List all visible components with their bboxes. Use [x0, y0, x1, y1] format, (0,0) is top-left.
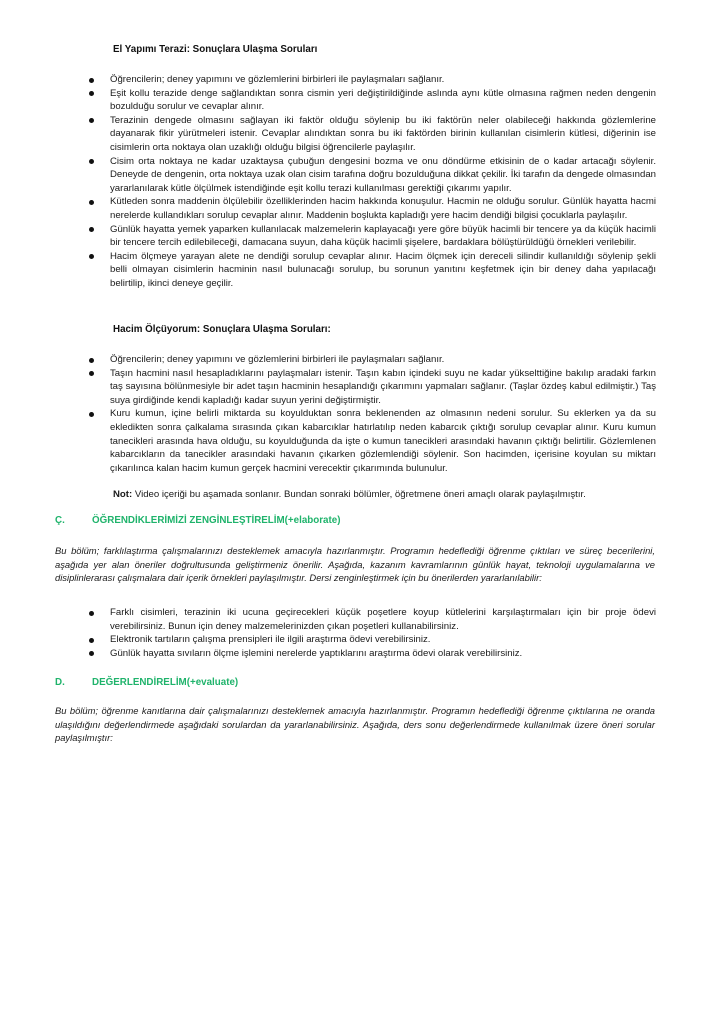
- list-item: Hacim ölçmeye yarayan alete ne dendiği sorulup cevaplar alınır. Hacim ölçmek için dereceli silindir kullanıldığı söylenip şekli belli olmayan cisimlerin hacminin nasıl bulunacağı sorulup, bu sorunun yanıtını keşfetmek için bir deney daha yapılacağı belirtilip, ikinci deneye geçilir.: [89, 250, 656, 291]
- section-heading-elaborate: [55, 514, 340, 528]
- bullet-icon: [89, 200, 94, 205]
- list-item: Kütleden sonra maddenin ölçülebilir özelliklerinden hacim hakkında konuşulur. Hacmin ne olduğu sorulur. Günlük hayatta hacmi nerelerde kullandıkları sorulup cevaplar alınır. Maddenin boşlukta kapladığı yere hacim dendiği bilgisi çocuklarla paylaşılır.: [89, 195, 656, 222]
- bullet-icon: [89, 78, 94, 83]
- list-item: Öğrencilerin; deney yapımını ve gözlemlerini birbirleri ile paylaşmaları sağlanır.: [89, 353, 656, 367]
- bullet-icon: [89, 638, 94, 643]
- bullet-icon: [89, 118, 94, 123]
- list-item: Terazinin dengede olmasını sağlayan iki faktör olduğu söylenip bu iki faktörün neler olabileceği hakkında gözlemlerine dayanarak fikir yürütmeleri istenir. Cevaplar alındıktan sonra bu iki faktörden birinin kullanılan cisimlerin kütlesi, diğerinin ise cisimlerin orta noktaya olan uzaklığı olduğu bilgisi öğrencilerle paylaşılır.: [89, 114, 656, 155]
- bullet-icon: [89, 651, 94, 656]
- list-item: Elektronik tartıların çalışma prensipleri ile ilgili araştırma ödevi verebilirsiniz.: [89, 633, 656, 647]
- section-letter: Ç.: [55, 515, 65, 526]
- section-heading-evaluate: [55, 676, 238, 690]
- section-letter: D.: [55, 677, 65, 688]
- bullet-icon: [89, 159, 94, 164]
- bullet-icon: [89, 358, 94, 363]
- list-item: Öğrencilerin; deney yapımını ve gözlemlerini birbirleri ile paylaşmaları sağlanır.: [89, 73, 656, 87]
- section-title: ÖĞRENDİKLERİMİZİ ZENGİNLEŞTİRELİM(+elaborate): [92, 515, 341, 526]
- subheading-hacim: Hacim Ölçüyorum: Sonuçlara Ulaşma Soruları:: [113, 324, 331, 335]
- evaluate-intro: Bu bölüm; öğrenme kanıtlarına dair çalışmalarınızı desteklemek amacıyla hazırlanmıştır. Programın hedeflediği öğrenme çıktılarına ne oranda ulaşıldığını değerlendirmede aşağıdaki sorulardan da yararlanabilirsiniz. Aşağıda, ders sonu değerlendirmede kullanılmak üzere öneri sorular paylaşılmıştır:: [55, 705, 655, 744]
- list-item: Taşın hacmini nasıl hesapladıklarını paylaşmaları istenir. Taşın kabın içindeki suyu ne kadar yükselttiğine bakılıp aradaki farkın taş sayısına bölünmesiyle bir adet taşın hacminin hesaplandığı çıkarımını yapmaları sağlanır. (Taşlar özdeş kabul edilmiştir.) Taş suya girdiğinde kendi kapladığı kadar suyun yerini değiştirmiştir.: [89, 367, 656, 408]
- bullet-icon: [89, 412, 94, 417]
- list-item: Günlük hayatta yemek yaparken kullanılacak malzemelerin kaplayacağı yere göre büyük hacimli bir tencere ya da küçük hacimli bir tencere tercih edilebileceği, damacana suyun, daha küçük hacimli şişelere, bardaklara bölüştürüldüğü örnekleri verilebilir.: [89, 223, 656, 250]
- hacim-question-list: [89, 353, 656, 475]
- note-text: Video içeriği bu aşamada sonlanır. Bundan sonraki bölümler, öğretmene öneri amaçlı olarak paylaşılmıştır.: [132, 489, 586, 500]
- subheading-terazi: El Yapımı Terazi: Sonuçlara Ulaşma Soruları: [113, 44, 318, 55]
- section-title: DEĞERLENDİRELİM(+evaluate): [92, 677, 239, 688]
- elaborate-suggestion-list: [89, 606, 656, 660]
- bullet-icon: [89, 254, 94, 259]
- list-item: Kuru kumun, içine belirli miktarda su koyulduktan sonra beklenenden az olmasının nedeni sorulur. Su eklerken ya da su ekledikten sonra çalkalama sırasında çıkan kabarcıklar hatırlatılıp neden kabarcık çıktığı sorulup cevaplar alınır. Kuru kumun tanecikleri arasında hava olduğu, su koyulduğunda da işte o kumun tanecikleri arasındaki havanın çıktığı belirtilir. Gözlemlenen kabarcıkların da tanecikler arasındaki havanın çıkarken gözlemlendiği söylenir. Son hacimden, içerisine koyulan su miktarı çıkarılınca kalan hacim kumun gerçek hacmini verecektir çıkarımında bulunulur.: [89, 407, 656, 475]
- list-item: Cisim orta noktaya ne kadar uzaktaysa çubuğun dengesini bozma ve onu döndürme etkisinin de o kadar artacağı söylenir. Deneyde de dengenin, orta noktaya uzak olan cisim tarafına doğru bozulduğuna dikkat çekilir. İki tarafın da dengede olmasından yararlanılarak kütle ölçülmek istendiğinde eşit kollu terazi kullanılması gerektiği çıkarımı yapılır.: [89, 155, 656, 196]
- terazi-question-list: [89, 73, 656, 291]
- bullet-icon: [89, 611, 94, 616]
- bullet-icon: [89, 91, 94, 96]
- note-label: Not:: [113, 489, 133, 500]
- note-paragraph: [113, 488, 673, 502]
- list-item: Eşit kollu terazide denge sağlandıktan sonra cismin yeri değiştirildiğinde aslında aynı kütle olmasına rağmen neden dengenin bozulduğu sorulur ve cevaplar alınır.: [89, 87, 656, 114]
- list-item: Günlük hayatta sıvıların ölçme işlemini nerelerde yaptıklarını araştırma ödevi olarak verebilirsiniz.: [89, 647, 656, 661]
- bullet-icon: [89, 227, 94, 232]
- elaborate-intro: Bu bölüm; farklılaştırma çalışmalarınızı desteklemek amacıyla hazırlanmıştır. Programın hedeflediği öğrenme çıktıları ve süreç becerilerini, aşağıda yer alan öneriler doğrultusunda geliştirmeniz önerilir. Aşağıda, kazanım kavramlarının günlük hayat, teknoloji uygulamalarına ve disiplinlerarası çalışmalara dair içerik örnekleri paylaşılmıştır. Dersi zenginleştirmek için bu önerilerden yararlanılabilir:: [55, 545, 655, 584]
- bullet-icon: [89, 371, 94, 376]
- list-item: Farklı cisimleri, terazinin iki ucuna geçirecekleri küçük poşetlere koyup kütlelerini karşılaştırmaları için bir proje ödevi verebilirsiniz. Bunun için deney malzemelerinizden çıkan poşetleri kullanabilirsiniz.: [89, 606, 656, 633]
